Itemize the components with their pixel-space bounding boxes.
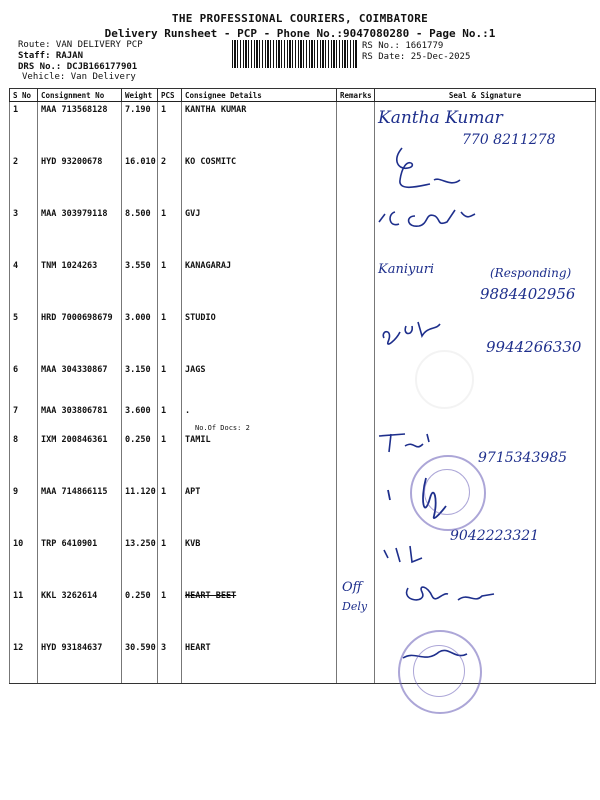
cell-consignment-no	[38, 206, 122, 258]
company-title: THE PROFESSIONAL COURIERS, COIMBATORE	[171, 12, 429, 25]
cell-sno-text: 10	[13, 539, 24, 549]
cell-weight	[122, 403, 158, 432]
cell-consignee-text: .	[185, 406, 191, 416]
cell-remarks	[337, 362, 375, 403]
col-consignee: Consignee Details	[182, 89, 337, 102]
cell-weight	[122, 362, 158, 403]
cell-consignment-no	[38, 258, 122, 310]
cell-consignment-no	[38, 403, 122, 432]
cell-consignee-text: HEART	[185, 643, 211, 653]
cell-consignee	[182, 310, 337, 362]
runsheet-subtitle: Delivery Runsheet - PCP - Phone No.:9047080280 - Page No.:1	[104, 27, 496, 40]
docs-note: No.Of Docs: 2	[195, 424, 250, 432]
signature-row-2	[390, 140, 470, 195]
cell-consignee-text: APT	[185, 487, 201, 497]
signature-row-10	[380, 540, 450, 570]
cell-consignee	[182, 102, 337, 155]
cell-weight	[122, 206, 158, 258]
cell-weight	[122, 432, 158, 484]
cell-pcs-text: 3	[161, 643, 167, 653]
cell-sno	[10, 432, 38, 484]
cell-weight	[122, 258, 158, 310]
cell-pcs-text: 1	[161, 365, 167, 375]
cell-pcs-text: 1	[161, 209, 167, 219]
cell-weight-text: 30.590	[125, 643, 156, 653]
signature-row-1: Kantha Kumar	[378, 108, 503, 128]
cell-consignment-no-text: TRP 6410901	[41, 539, 98, 549]
route-label: Route: VAN DELIVERY PCP	[18, 40, 143, 50]
cell-remarks	[337, 154, 375, 206]
cell-weight	[122, 536, 158, 588]
cell-consignment-no	[38, 102, 122, 155]
cell-consignment-no-text: IXM 200846361	[41, 435, 108, 445]
cell-weight-text: 8.500	[125, 209, 151, 219]
col-pcs: PCS	[158, 89, 182, 102]
cell-pcs-text: 1	[161, 487, 167, 497]
cell-remarks	[337, 258, 375, 310]
cell-sno-text: 5	[13, 313, 19, 323]
barcode	[232, 40, 357, 68]
staff-label: Staff: RAJAN	[18, 51, 84, 61]
cell-pcs	[158, 362, 182, 403]
cell-pcs	[158, 154, 182, 206]
table-row	[10, 403, 596, 432]
signature-row-3	[375, 200, 485, 235]
cell-consignee-text: STUDIO	[185, 313, 216, 323]
cell-pcs	[158, 484, 182, 536]
signature-row-8	[375, 428, 445, 458]
table-row	[10, 362, 596, 403]
cell-consignment-no-text: MAA 713568128	[41, 105, 108, 115]
rs-date: RS Date: 25-Dec-2025	[362, 52, 471, 62]
cell-weight-text: 0.250	[125, 591, 151, 601]
signature-row-4: Kaniyuri	[378, 262, 435, 277]
cell-remarks	[337, 403, 375, 432]
cell-sno	[10, 588, 38, 640]
cell-consignment-no	[38, 310, 122, 362]
cell-pcs-text: 1	[161, 435, 167, 445]
cell-consignee	[182, 536, 337, 588]
signature-row-11	[398, 578, 508, 618]
cell-sno-text: 2	[13, 157, 19, 167]
cell-sno	[10, 102, 38, 155]
col-signature: Seal & Signature	[375, 89, 596, 102]
cell-remarks	[337, 102, 375, 155]
cell-remarks	[337, 640, 375, 684]
signature-row-5	[378, 312, 458, 352]
cell-sno	[10, 640, 38, 684]
cell-consignee	[182, 484, 337, 536]
drs-number: DRS No.: DCJB166177901	[18, 62, 138, 72]
cell-consignment-no-text: HYD 93184637	[41, 643, 103, 653]
cell-sno-text: 9	[13, 487, 19, 497]
cell-pcs-text: 1	[161, 313, 167, 323]
cell-pcs	[158, 588, 182, 640]
phone-row-8: 9715343985	[478, 450, 568, 466]
cell-sno-text: 3	[13, 209, 19, 219]
cell-consignment-no-text: TNM 1024263	[41, 261, 98, 271]
cell-consignee	[182, 640, 337, 684]
cell-weight	[122, 154, 158, 206]
cell-consignment-no	[38, 640, 122, 684]
cell-sno	[10, 258, 38, 310]
cell-sno-text: 11	[13, 591, 24, 601]
cell-remarks	[337, 484, 375, 536]
cell-weight	[122, 588, 158, 640]
phone-row-4: 9884402956	[480, 285, 576, 303]
cell-weight-text: 3.550	[125, 261, 151, 271]
vehicle-label: Vehicle: Van Delivery	[22, 72, 136, 82]
cell-consignment-no	[38, 154, 122, 206]
cell-sno	[10, 362, 38, 403]
cell-pcs-text: 1	[161, 105, 167, 115]
col-consignment: Consignment No	[38, 89, 122, 102]
cell-weight-text: 3.000	[125, 313, 151, 323]
cell-consignee	[182, 403, 337, 432]
cell-consignment-no-text: KKL 3262614	[41, 591, 98, 601]
table-row	[10, 206, 596, 258]
cell-consignee-text: TAMIL	[185, 435, 211, 445]
cell-sno-text: 6	[13, 365, 19, 375]
cell-remarks	[337, 588, 375, 640]
col-weight: Weight	[122, 89, 158, 102]
cell-pcs	[158, 432, 182, 484]
cell-consignee-text: KO COSMITC	[185, 157, 237, 167]
phone-row-1: 770 8211278	[462, 132, 556, 148]
cell-weight	[122, 640, 158, 684]
remark-row-11-b: Dely	[342, 600, 368, 613]
cell-consignee-text: GVJ	[185, 209, 201, 219]
cell-consignee-text: KANAGARAJ	[185, 261, 232, 271]
cell-consignee-text: KVB	[185, 539, 201, 549]
cell-consignee-text: KANTHA KUMAR	[185, 105, 247, 115]
cell-consignment-no-text: MAA 714866115	[41, 487, 108, 497]
cell-consignment-no	[38, 362, 122, 403]
cell-consignment-no	[38, 484, 122, 536]
cell-consignee	[182, 588, 337, 640]
cell-consignee	[182, 258, 337, 310]
table-row	[10, 640, 596, 684]
cell-consignee-text: JAGS	[185, 365, 206, 375]
cell-sno-text: 12	[13, 643, 24, 653]
cell-weight-text: 3.600	[125, 406, 151, 416]
cell-sno	[10, 154, 38, 206]
cell-weight	[122, 310, 158, 362]
cell-pcs	[158, 536, 182, 588]
cell-sno-text: 1	[13, 105, 19, 115]
cell-pcs	[158, 102, 182, 155]
cell-pcs	[158, 258, 182, 310]
col-remarks: Remarks	[337, 89, 375, 102]
faint-seal-stamp	[415, 350, 474, 409]
cell-weight	[122, 102, 158, 155]
cell-pcs-text: 1	[161, 261, 167, 271]
rs-number: RS No.: 1661779	[362, 41, 444, 51]
cell-remarks	[337, 206, 375, 258]
cell-remarks	[337, 310, 375, 362]
cell-consignee	[182, 154, 337, 206]
phone-row-10: 9042223321	[450, 528, 540, 544]
cell-weight-text: 0.250	[125, 435, 151, 445]
cell-pcs	[158, 206, 182, 258]
cell-weight-text: 11.120	[125, 487, 156, 497]
cell-consignment-no-text: MAA 303806781	[41, 406, 108, 416]
cell-sno-text: 8	[13, 435, 19, 445]
cell-sno-text: 7	[13, 406, 19, 416]
cell-sno	[10, 536, 38, 588]
cell-signature	[375, 362, 596, 403]
cell-remarks	[337, 432, 375, 484]
cell-sno-text: 4	[13, 261, 19, 271]
cell-sno	[10, 484, 38, 536]
cell-sno	[10, 206, 38, 258]
cell-pcs	[158, 640, 182, 684]
cell-consignee	[182, 206, 337, 258]
table-header	[10, 89, 596, 102]
cell-pcs-text: 2	[161, 157, 167, 167]
cell-consignment-no	[38, 536, 122, 588]
cell-consignment-no	[38, 432, 122, 484]
cell-weight-text: 3.150	[125, 365, 151, 375]
cell-pcs-text: 1	[161, 406, 167, 416]
cell-weight-text: 7.190	[125, 105, 151, 115]
cell-consignment-no	[38, 588, 122, 640]
cell-consignee	[182, 432, 337, 484]
cell-pcs-text: 1	[161, 591, 167, 601]
col-sno: S No	[10, 89, 38, 102]
cell-consignment-no-text: HYD 93200678	[41, 157, 103, 167]
cell-sno	[10, 403, 38, 432]
cell-consignee-text: HEART BEET	[185, 591, 237, 601]
cell-weight	[122, 484, 158, 536]
cell-consignment-no-text: MAA 304330867	[41, 365, 108, 375]
remark-row-11-a: Off	[342, 580, 362, 595]
cell-pcs	[158, 310, 182, 362]
cell-consignment-no-text: HRD 7000698679	[41, 313, 113, 323]
cell-weight-text: 16.010	[125, 157, 156, 167]
note-row-4: (Responding)	[490, 266, 572, 280]
cell-pcs	[158, 403, 182, 432]
cell-consignee	[182, 362, 337, 403]
phone-row-5: 9944266330	[486, 338, 582, 356]
company-seal-stamp-1	[410, 455, 486, 531]
cell-consignment-no-text: MAA 303979118	[41, 209, 108, 219]
company-seal-stamp-2	[398, 630, 482, 714]
table-row	[10, 154, 596, 206]
cell-weight-text: 13.250	[125, 539, 156, 549]
cell-pcs-text: 1	[161, 539, 167, 549]
cell-sno	[10, 310, 38, 362]
